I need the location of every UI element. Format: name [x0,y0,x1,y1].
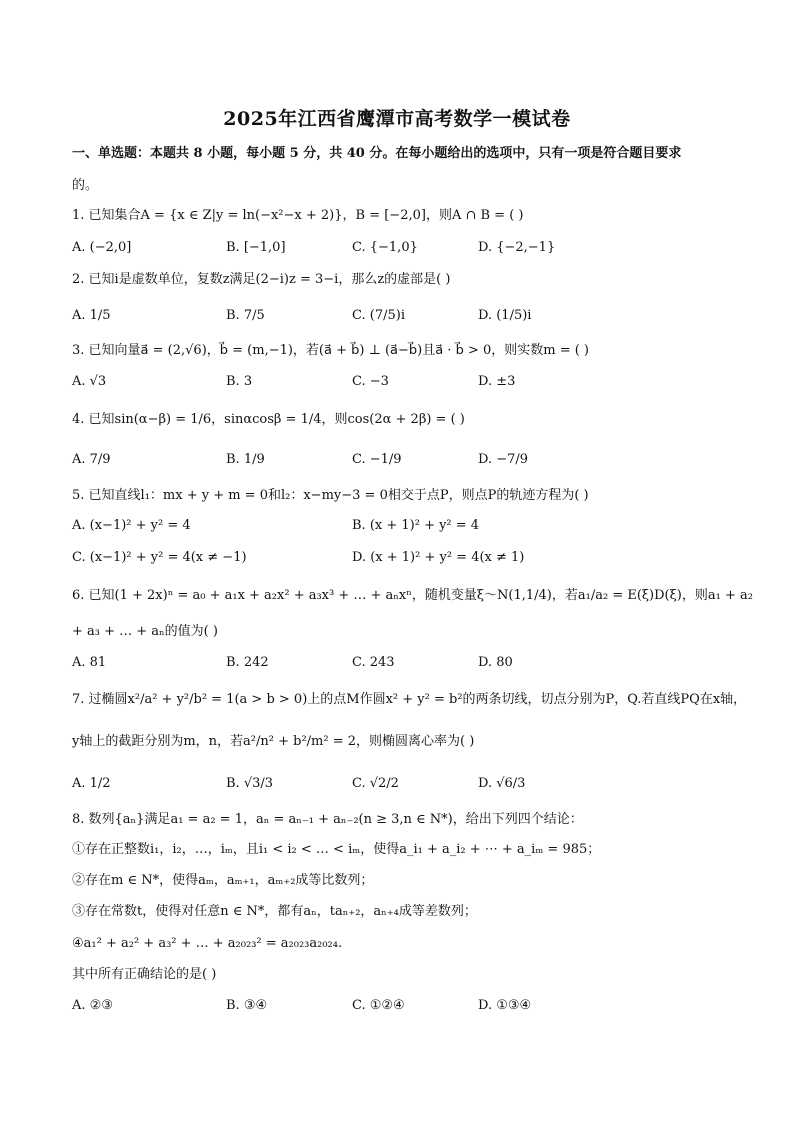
q8-option-d: D. ①③④ [478,998,532,1013]
q7-option-a: A. 1/2 [72,776,111,791]
q7-option-d: D. √6/3 [478,776,526,791]
q4-option-c: C. −1/9 [352,452,402,467]
question-8: 8. 数列{aₙ}满足a₁ = a₂ = 1，aₙ = aₙ₋₁ + aₙ₋₂(n ≥ 3,n ∈ N*)，给出下列四个结论： [72,812,583,827]
q3-option-c: C. −3 [352,374,389,389]
question-6-cont: + a₃ + … + aₙ的值为( ) [72,624,218,639]
question-2: 2. 已知i是虚数单位，复数z满足(2−i)z = 3−i，那么z的虚部是( ) [72,272,451,287]
q3-option-d: D. ±3 [478,374,516,389]
question-4: 4. 已知sin(α−β) = 1/6，sinαcosβ = 1/4，则cos(2α + 2β) = ( ) [72,412,465,427]
q1-option-a: A. (−2,0] [72,240,132,255]
q7-option-c: C. √2/2 [352,776,399,791]
question-7: 7. 过椭圆x²/a² + y²/b² = 1(a > b > 0)上的点M作圆x² + y² = b²的两条切线，切点分别为P，Q.若直线PQ在x轴， [72,692,747,707]
question-6: 6. 已知(1 + 2x)ⁿ = a₀ + a₁x + a₂x² + a₃x³ + … + aₙxⁿ，随机变量ξ～N(1,1/4)，若a₁/a₂ = E(ξ)D(ξ)，则a₁ + a₂ [72,588,753,603]
section-heading: 一、单选题：本题共 8 小题，每小题 5 分，共 40 分。在每小题给出的选项中，只有一项是符合题目要求 [72,146,682,161]
q5-option-d: D. (x + 1)² + y² = 4(x ≠ 1) [352,550,525,565]
q3-option-b: B. 3 [226,374,253,389]
q8-statement-2: ②存在m ∈ N*，使得aₘ，aₘ₊₁，aₘ₊₂成等比数列； [72,873,374,888]
q6-option-c: C. 243 [352,655,395,670]
q5-option-c: C. (x−1)² + y² = 4(x ≠ −1) [72,550,247,565]
q5-option-a: A. (x−1)² + y² = 4 [72,518,191,533]
q4-option-b: B. 1/9 [226,452,265,467]
question-5: 5. 已知直线l₁：mx + y + m = 0和l₂：x−my−3 = 0相交于点P，则点P的轨迹方程为( ) [72,488,589,503]
q8-statement-4: ④a₁² + a₂² + a₃² + … + a₂₀₂₃² = a₂₀₂₃a₂₀₂₄. [72,936,343,951]
q2-option-c: C. (7/5)i [352,308,405,323]
q8-statement-3: ③存在常数t，使得对任意n ∈ N*，都有aₙ，taₙ₊₂，aₙ₊₄成等差数列； [72,904,477,919]
section-heading-cont: 的。 [72,178,99,193]
question-3: 3. 已知向量a⃗ = (2,√6)，b⃗ = (m,−1)，若(a⃗ + b⃗) ⊥ (a⃗−b⃗)且a⃗ · b⃗ > 0，则实数m = ( ) [72,343,590,358]
q7-option-b: B. √3/3 [226,776,274,791]
question-1: 1. 已知集合A = {x ∈ Z|y = ln(−x²−x + 2)}，B = [−2,0]，则A ∩ B = ( ) [72,208,524,223]
q6-option-a: A. 81 [72,655,107,670]
q4-option-d: D. −7/9 [478,452,529,467]
q1-option-c: C. {−1,0} [352,240,418,255]
q8-option-a: A. ②③ [72,998,113,1013]
question-7-cont: y轴上的截距分别为m，n，若a²/n² + b²/m² = 2，则椭圆离心率为( ) [72,734,475,749]
q2-option-d: D. (1/5)i [478,308,532,323]
q8-prompt: 其中所有正确结论的是( ) [72,967,217,982]
q6-option-b: B. 242 [226,655,269,670]
q2-option-a: A. 1/5 [72,308,111,323]
q5-option-b: B. (x + 1)² + y² = 4 [352,518,480,533]
q4-option-a: A. 7/9 [72,452,111,467]
exam-title: 2025年江西省鹰潭市高考数学一模试卷 [223,108,571,130]
q1-option-b: B. [−1,0] [226,240,286,255]
q2-option-b: B. 7/5 [226,308,265,323]
q8-option-c: C. ①②④ [352,998,405,1013]
q6-option-d: D. 80 [478,655,513,670]
q1-option-d: D. {−2,−1} [478,240,556,255]
q3-option-a: A. √3 [72,374,107,389]
q8-statement-1: ①存在正整数i₁，i₂，…，iₘ，且i₁ < i₂ < … < iₘ，使得a_i₁ + a_i₂ + ⋯ + a_iₘ = 985； [72,842,601,857]
q8-option-b: B. ③④ [226,998,268,1013]
